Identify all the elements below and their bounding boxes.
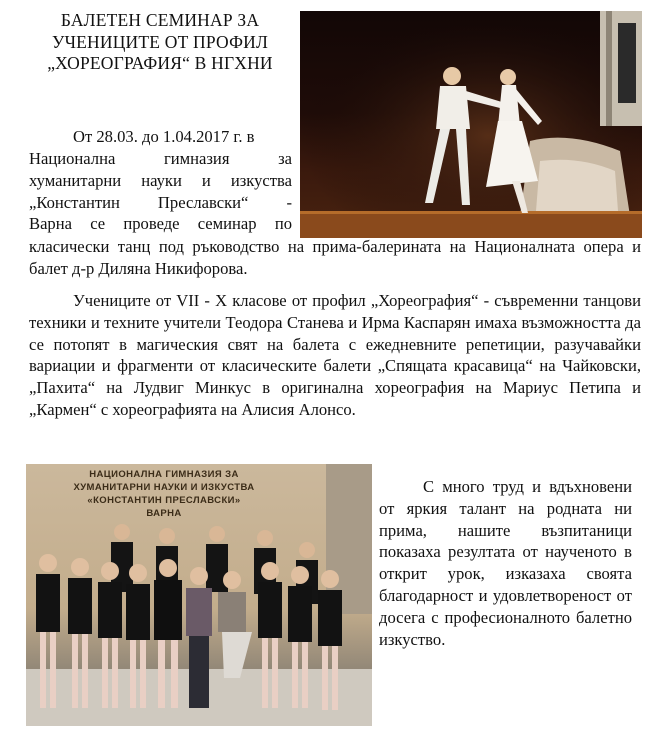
intro-paragraph-left-cont [29,148,292,235]
closing-paragraph: С много труд и вдъхновени от яркия талант на родната ни прима, нашите възпитаници показаха резултата от наученото в открит урок, изказаха своята благодарност и удовлетвореност от досега с професионалното балетно изкуство. [379,477,632,649]
title-line-3: „ХОРЕОГРАФИЯ“ В НГХНИ [47,53,273,73]
intro-line-1: От 28.03. до 1.04.2017 г. в [73,127,255,146]
banner-line-3: «КОНСТАНТИН ПРЕСЛАВСКИ» [87,495,241,506]
dancers-group-illustration [26,464,372,726]
intro-line-2: Национална гимназия за [29,149,292,168]
banner-line-4: ВАРНА [146,508,182,519]
ballet-stage-photo [300,11,642,238]
group-photo [26,464,372,726]
body-paragraph: Учениците от VII - X класове от профил „Хореография“ - съвременни танцови техники и техните учители Теодора Станева и Ирма Каспарян имаха възможността да се потопят в магическия свят на балета с ежедневните репетиции, разучавайки вариации и фрагменти от класическите балети „Спящата красавица“ на Чайковски, „Пахита“ на Лудвиг Минкус в оригинална хореография на Мариус Петипа и „Кармен“ с хореографията на Алисия Алонсо. [29,291,641,419]
ballet-duet-illustration [300,11,642,238]
article-title [28,10,292,75]
title-line-2: УЧЕНИЦИТЕ ОТ ПРОФИЛ [51,31,269,52]
intro-line-3: хуманитарни науки и изкуства [29,170,292,190]
intro-paragraph-left [29,126,292,148]
intro-line-5: Варна се проведе семинар по [29,214,292,234]
banner-line-2: ХУМАНИТАРНИ НАУКИ И ИЗКУСТВА [73,482,255,493]
intro-line-4: „Константин Преславски“ - [29,192,292,212]
title-line-1: БАЛЕТЕН СЕМИНАР ЗА [60,10,260,30]
banner-line-1: НАЦИОНАЛНА ГИМНАЗИЯ ЗА [89,469,239,480]
intro-paragraph-full: класически танц под ръководство на прима-балерината на Националната опера и балет д-р Диляна Никифорова. [29,237,641,278]
